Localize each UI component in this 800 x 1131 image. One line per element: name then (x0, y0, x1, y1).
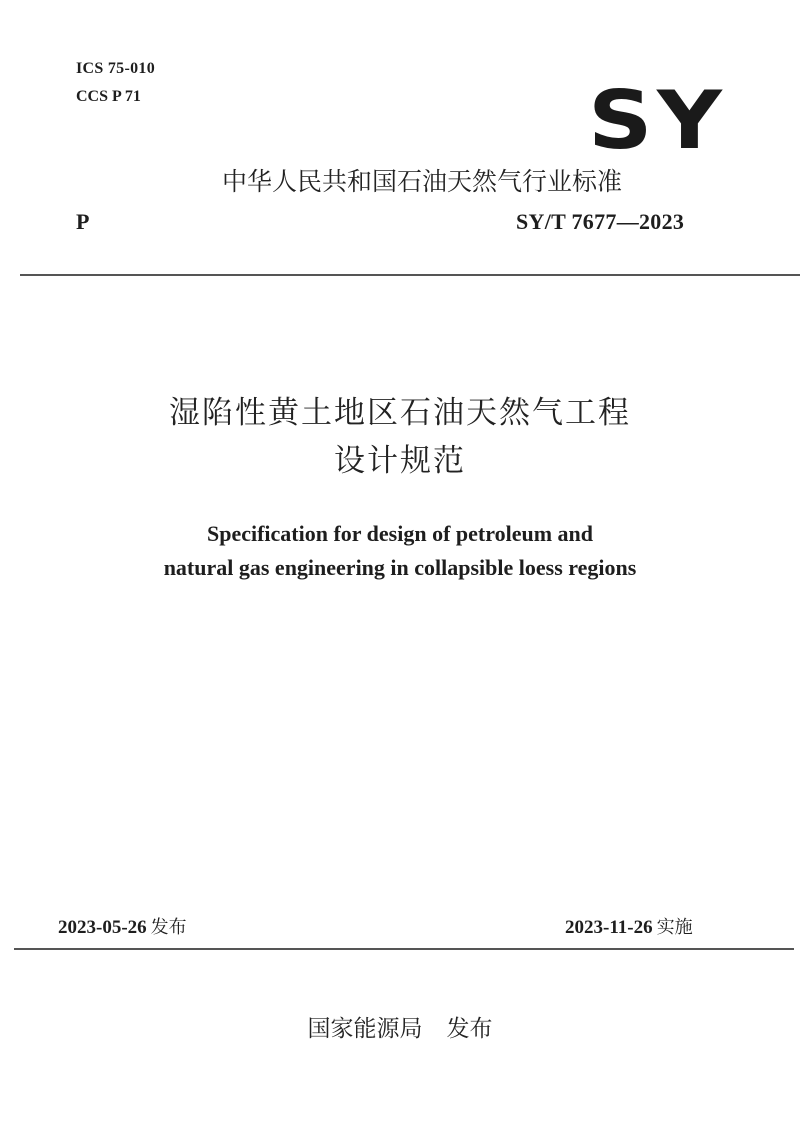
chinese-title-line-1: 湿陷性黄土地区石油天然气工程 (169, 395, 631, 431)
english-title-line-2: natural gas engineering in collapsible loess regions (163, 555, 637, 580)
category-letter: P (76, 209, 90, 234)
implementation-date: 2023-11-26 (565, 917, 653, 938)
publisher-label: 发布 (446, 1016, 493, 1042)
ccs-code: CCS P 71 (76, 88, 141, 105)
industry-standard-title: 中华人民共和国石油天然气行业标准 (222, 167, 623, 196)
sy-logo: SY (588, 74, 727, 167)
publisher-block (0, 1010, 800, 1043)
bottom-divider (14, 948, 794, 950)
ics-code: ICS 75-010 (76, 60, 156, 77)
implementation-date-block (565, 913, 693, 939)
standard-number: SY/T 7677—2023 (516, 209, 685, 234)
issue-label: 发布 (150, 917, 187, 938)
publisher-name: 国家能源局 (307, 1016, 423, 1042)
top-divider (20, 274, 800, 276)
issue-date-block (58, 913, 187, 939)
implementation-label: 实施 (656, 917, 693, 938)
english-title-line-1: Specification for design of petroleum and (206, 521, 594, 546)
issue-date: 2023-05-26 (58, 917, 147, 938)
chinese-title-line-2: 设计规范 (334, 443, 466, 479)
